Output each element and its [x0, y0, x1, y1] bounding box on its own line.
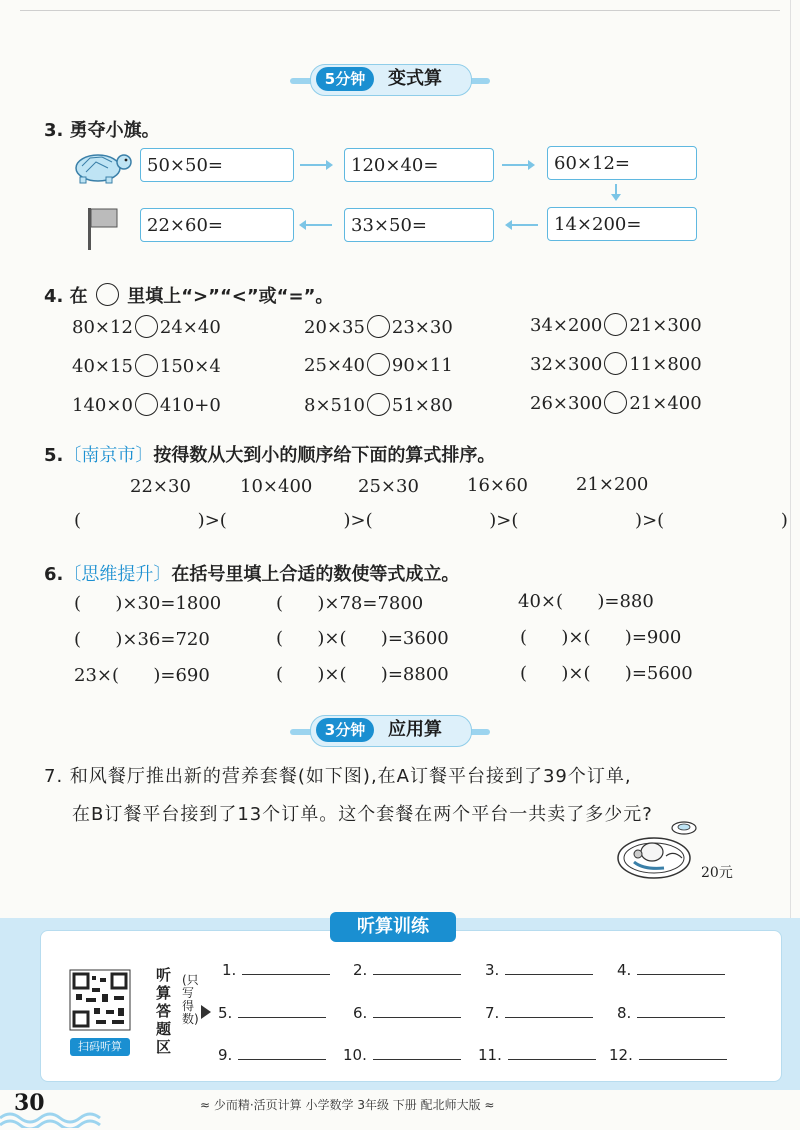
turtle-icon	[68, 148, 134, 184]
listening-title: 听算训练	[330, 912, 456, 942]
footer-text: ≈ 少而精·活页计算 小学数学 3年级 下册 配北师大版 ≈	[200, 1098, 495, 1112]
answer-area-label: 听算答题区	[156, 966, 172, 1056]
q4-title-pre: 4. 在	[44, 286, 88, 307]
answer-slot[interactable]: 3.	[485, 960, 593, 979]
section-minutes: 3分钟	[316, 718, 374, 742]
q6-item-1[interactable]: ( )×30=1800	[74, 593, 222, 614]
top-rule	[20, 10, 780, 11]
circle-icon	[96, 283, 119, 306]
arrow-right-icon	[502, 164, 532, 166]
q5-expr-2: 10×400	[240, 476, 313, 497]
answer-circle[interactable]	[135, 315, 158, 338]
answer-slot[interactable]: 6.	[353, 1003, 461, 1022]
q3-box-3: 60×12=	[547, 146, 697, 180]
answer-area-note: (只写得数)	[182, 973, 199, 1026]
q4-item-5: 25×40 90×11	[304, 355, 453, 376]
section-title: 应用算	[388, 719, 442, 740]
q6-item-5[interactable]: ( )×( )=3600	[276, 628, 449, 649]
qr-code-icon	[62, 968, 138, 1038]
arrow-down-icon	[615, 184, 617, 198]
meal-plate-icon	[614, 818, 700, 882]
answer-circle[interactable]	[367, 393, 390, 416]
section-banner-1	[290, 62, 490, 96]
q6-item-7[interactable]: 23×( )=690	[74, 665, 210, 686]
answer-circle[interactable]	[135, 393, 158, 416]
arrow-left-icon	[302, 224, 332, 226]
arrow-right-icon	[300, 164, 330, 166]
answer-slot[interactable]: 4.	[617, 960, 725, 979]
answer-circle[interactable]	[135, 354, 158, 377]
q3-title: 3. 勇夺小旗。	[44, 120, 160, 141]
q4-item-7: 140×0 410+0	[72, 395, 221, 416]
q5-order-line[interactable]: ( )>( )>( )>( )>( )	[74, 510, 788, 531]
q4-title-post: 里填上“>”“<”或“=”。	[127, 286, 334, 307]
q3-box-6: 22×60=	[140, 208, 294, 242]
q4-item-8: 8×510 51×80	[304, 395, 453, 416]
source-tag: 〔思维提升〕	[63, 564, 172, 585]
q5-expr-5: 21×200	[576, 474, 649, 495]
q4-item-6: 32×300 11×800	[530, 354, 702, 375]
triangle-pointer-icon	[200, 1004, 212, 1020]
q6-item-6[interactable]: ( )×( )=900	[520, 627, 682, 648]
q5-title: 5.〔南京市〕按得数从大到小的顺序给下面的算式排序。	[44, 445, 496, 466]
q6-item-9[interactable]: ( )×( )=5600	[520, 663, 693, 684]
answer-slot[interactable]: 5.	[218, 1003, 326, 1022]
q7-line-1: 7. 和风餐厅推出新的营养套餐(如下图),在A订餐平台接到了39个订单,	[44, 766, 632, 787]
answer-circle[interactable]	[604, 352, 627, 375]
q4-item-4: 40×15 150×4	[72, 356, 221, 377]
answer-circle[interactable]	[367, 353, 390, 376]
q7-line-2: 在B订餐平台接到了13个订单。这个套餐在两个平台一共卖了多少元?	[72, 804, 653, 825]
qr-label: 扫码听算	[70, 1038, 130, 1056]
answer-slot[interactable]: 9.	[218, 1045, 326, 1064]
answer-circle[interactable]	[604, 391, 627, 414]
answer-slot[interactable]: 2.	[353, 960, 461, 979]
q6-item-3[interactable]: 40×( )=880	[518, 591, 654, 612]
answer-slot[interactable]: 11.	[478, 1045, 596, 1064]
arrow-left-icon	[508, 224, 538, 226]
q5-expr-1: 22×30	[130, 476, 191, 497]
q4-item-3: 34×200 21×300	[530, 315, 702, 336]
meal-price: 20元	[701, 865, 733, 881]
answer-slot[interactable]: 7.	[485, 1003, 593, 1022]
q3-box-1: 50×50=	[140, 148, 294, 182]
answer-slot[interactable]: 10.	[343, 1045, 461, 1064]
q6-item-4[interactable]: ( )×36=720	[74, 629, 210, 650]
q3-box-2: 120×40=	[344, 148, 494, 182]
q4-item-2: 20×35 23×30	[304, 317, 453, 338]
q6-item-2[interactable]: ( )×78=7800	[276, 593, 424, 614]
answer-slot[interactable]: 1.	[222, 960, 330, 979]
page-number: 30	[14, 1090, 45, 1116]
q5-expr-3: 25×30	[358, 476, 419, 497]
flag-icon	[86, 206, 120, 252]
source-tag: 〔南京市〕	[63, 445, 154, 466]
answer-circle[interactable]	[604, 313, 627, 336]
qr-code[interactable]	[62, 968, 138, 1058]
q6-item-8[interactable]: ( )×( )=8800	[276, 664, 449, 685]
q4-item-9: 26×300 21×400	[530, 393, 702, 414]
section-banner-2	[290, 713, 490, 747]
q5-expr-4: 16×60	[467, 475, 528, 496]
answer-slot[interactable]: 12.	[609, 1045, 727, 1064]
answer-slot[interactable]: 8.	[617, 1003, 725, 1022]
q3-box-4: 14×200=	[547, 207, 697, 241]
q6-title: 6.〔思维提升〕在括号里填上合适的数使等式成立。	[44, 564, 460, 585]
q4-title	[44, 282, 333, 308]
answer-circle[interactable]	[367, 315, 390, 338]
section-minutes: 5分钟	[316, 67, 374, 91]
q3-box-5: 33×50=	[344, 208, 494, 242]
section-title: 变式算	[388, 68, 442, 89]
q4-item-1: 80×12 24×40	[72, 317, 221, 338]
